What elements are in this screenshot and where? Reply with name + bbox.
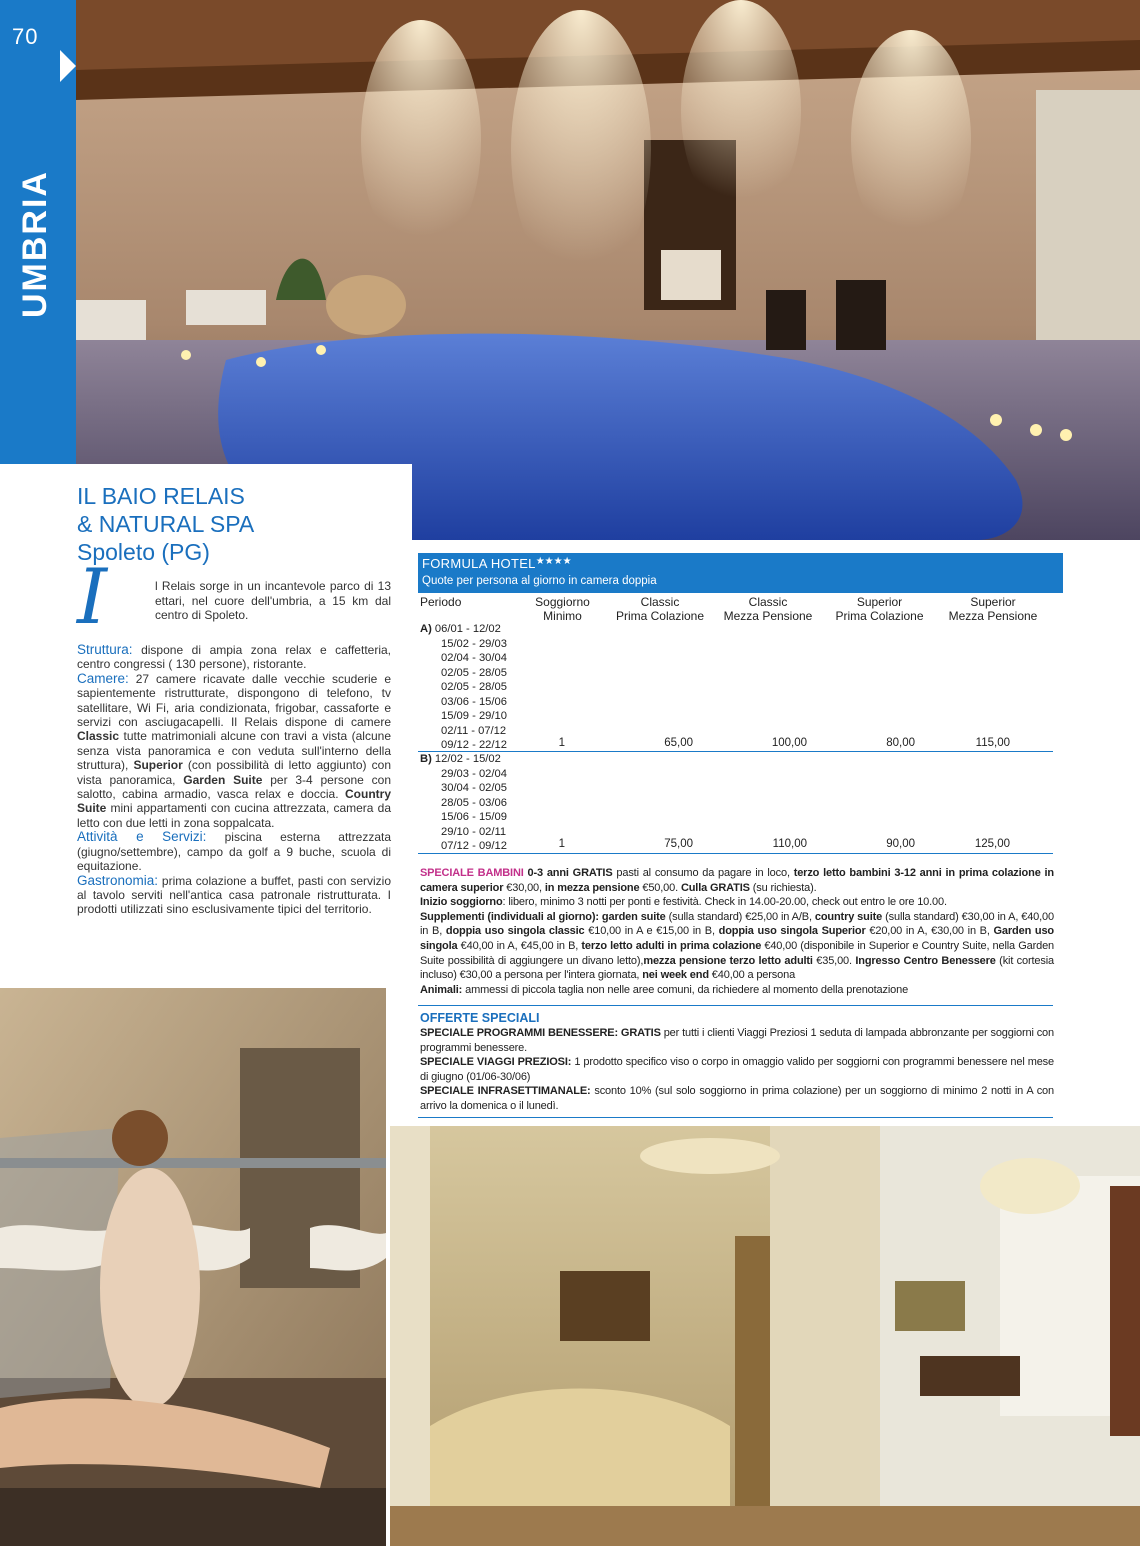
period-row <box>420 796 507 811</box>
period-row <box>420 781 507 796</box>
camere-heading: Camere: <box>77 670 129 686</box>
offer-bold: SPECIALE INFRASETTIMANALE: <box>420 1085 591 1098</box>
garden-label: Garden Suite <box>183 772 263 787</box>
formula-label: FORMULA HOTEL <box>422 556 536 571</box>
note-bold: country suite <box>814 910 883 923</box>
period-row <box>420 825 507 840</box>
gastronomia-text: prima colazione a buffet, pasti con servizio al tavolo serviti nell'antica casa patronale ristrutturata. I prodotti utilizzati sino esclusivamente tipici del territorio. <box>77 873 391 917</box>
note-text: (kit cortesia incluso) €30,00 a persona per l'intera giornata, <box>420 954 1054 982</box>
massage-photo <box>0 988 386 1546</box>
col-soggiorno-line1: Soggiorno <box>535 595 590 609</box>
camere-text: mini appartamenti con cucina attrezzata, camera da letto con due letti in zona soppalcata. <box>77 801 391 830</box>
note-text: €50,00. <box>639 881 681 894</box>
note-text: ammessi di piccola taglia non nelle aree comuni, da richiedere al momento della prenotazione <box>462 983 909 996</box>
min-stay: 1 <box>558 737 565 749</box>
price-classic-mp: 100,00 <box>771 737 807 749</box>
period-row <box>420 709 507 724</box>
gastronomia-paragraph <box>77 874 391 917</box>
period-row <box>420 637 507 652</box>
price-superior-pc: 80,00 <box>886 737 915 749</box>
price-superior-pc: 90,00 <box>886 838 915 850</box>
special-offers <box>420 1026 1054 1114</box>
col-soggiorno-line2: Minimo <box>543 608 582 623</box>
period-row <box>420 810 507 825</box>
col-superior-mp-line1: Superior <box>970 595 1016 609</box>
classic-label: Classic <box>77 729 120 744</box>
note-text: pasti al consumo da pagare in loco, <box>612 867 794 879</box>
col-superior-pc-line1: Superior <box>856 595 903 609</box>
note-bold: Inizio soggiorno <box>420 896 503 909</box>
col-classic-mp <box>713 596 823 623</box>
period-range: 12/02 - 15/02 <box>434 753 501 765</box>
col-classic-pc <box>605 596 715 623</box>
camere-text: 27 camere ricavate dalle vecchie scuderie e sapientemente ristrutturate, dispongono di telefono, tv satellitare, Wi Fi, aria condizionata, frigobar, cassaforte e servizi con asciugacapelli. Il Relais dispone di camere <box>77 671 391 730</box>
note-bold: terzo letto bambini 3-12 anni in prima colazione in camera superior <box>420 867 1054 894</box>
camere-text: (con possibilità di letto aggiunto) con vista panoramica, <box>77 758 391 787</box>
note-bold: mezza pensione terzo letto adulti <box>643 954 813 967</box>
note-text: €40,00 (disponibile in Superior e Country Suite, nella Garden Suite possibilità di aggiungere un divano letto), <box>420 939 1055 967</box>
col-periodo: Periodo <box>420 595 462 609</box>
period-row <box>420 752 507 767</box>
note-text: : libero, minimo 3 notti per ponti e festività. Check in 14.00-20.00, check out entro le ore 10.00. <box>502 896 947 909</box>
note-inizio <box>420 895 1054 910</box>
note-bold: Ingresso Centro Benessere <box>855 954 996 967</box>
period-range: 09/12 - 22/12 <box>441 739 507 751</box>
offer-bold: SPECIALE PROGRAMMI BENESSERE: GRATIS <box>420 1027 661 1039</box>
region-sidebar <box>0 0 76 464</box>
formula-title <box>422 556 572 571</box>
superior-label: Superior <box>133 758 183 773</box>
bambini-label: SPECIALE BAMBINI <box>420 867 524 879</box>
col-classic-mp-line1: Classic <box>748 595 788 609</box>
offer-viaggi-preziosi <box>420 1055 1054 1084</box>
col-classic-pc-line1: Classic <box>640 595 680 609</box>
bedroom-photo <box>390 1126 1140 1546</box>
note-text: €40,00 in A, €45,00 in B, <box>457 939 582 952</box>
camere-text: per 3-4 persone con salotto, cabina armadio, vasca relax e doccia. <box>77 772 391 802</box>
price-classic-pc: 65,00 <box>664 737 693 749</box>
attivita-text: piscina esterna attrezzata (giugno/settembre), campo da golf a 9 buche, scuola di equitazione. <box>77 830 391 874</box>
note-text: €35,00. <box>812 954 856 967</box>
attivita-heading: Attività e Servizi: <box>77 829 207 845</box>
min-stay: 1 <box>558 838 565 850</box>
note-bold: nei week end <box>642 969 709 982</box>
pool-photo <box>76 0 1140 540</box>
struttura-paragraph <box>77 643 391 672</box>
price-classic-mp: 110,00 <box>772 838 807 850</box>
note-text: €20,00 in A, €30,00 in B, <box>865 925 994 938</box>
booking-notes <box>420 866 1054 997</box>
intro-text: l Relais sorge in un incantevole parco di 13 ettari, nel cuore dell'umbria, a 15 km dal centro di Spoleto. <box>155 579 391 622</box>
note-text: (su richiesta). <box>749 881 817 894</box>
hotel-description <box>77 643 391 917</box>
period-range: 07/12 - 09/12 <box>441 840 507 852</box>
group-label: A) <box>420 623 432 635</box>
offer-bold: SPECIALE VIAGGI PREZIOSI: <box>420 1056 572 1069</box>
price-superior-mp: 115,00 <box>975 737 1010 749</box>
period-range: 15/09 - 29/10 <box>441 710 507 722</box>
note-text: €40,00 a persona <box>708 969 796 982</box>
group-label: B) <box>420 753 432 765</box>
col-superior-mp <box>937 596 1049 623</box>
col-superior-pc <box>822 596 937 623</box>
offer-text: sconto 10% (sul solo soggiorno in prima colazione) per un soggiorno di minimo 2 notti in A con arrivo la domenica o il lunedì. <box>420 1085 1054 1112</box>
struttura-text: dispone di ampia zona relax e caffetteria, centro congressi ( 130 persone), ristorante. <box>77 643 391 672</box>
gastronomia-heading: Gastronomia: <box>77 872 159 888</box>
price-table-header <box>418 553 1063 593</box>
attivita-paragraph <box>77 830 391 873</box>
note-bold: in mezza pensione <box>544 881 640 894</box>
offer-text: 1 prodotto specifico viso o corpo in omaggio valido per soggiorni con programmi benessere nel mese di giugno (01/06-30/06) <box>420 1056 1055 1083</box>
note-supplementi <box>420 910 1054 983</box>
period-range: 29/10 - 02/11 <box>441 825 507 838</box>
period-range: 02/05 - 28/05 <box>441 681 507 693</box>
dropcap: I <box>77 552 108 641</box>
col-classic-pc-line2: Prima Colazione <box>615 608 705 623</box>
period-range: 06/01 - 12/02 <box>434 623 501 635</box>
period-row <box>420 724 507 739</box>
note-bold: terzo letto adulti in prima colazione <box>581 939 762 952</box>
period-range: 29/03 - 02/04 <box>441 767 507 780</box>
period-range: 03/06 - 15/06 <box>441 695 507 708</box>
price-superior-mp: 125,00 <box>974 838 1010 850</box>
hotel-name-line1: IL BAIO RELAIS <box>77 483 245 509</box>
notes-rule <box>418 1005 1053 1006</box>
col-classic-mp-line2: Mezza Pensione <box>723 608 813 623</box>
offers-title: OFFERTE SPECIALI <box>420 1011 540 1025</box>
note-animali <box>420 983 1054 998</box>
period-range: 02/11 - 07/12 <box>441 724 507 737</box>
note-text: (sulla standard) €25,00 in A/B, <box>665 910 815 923</box>
note-bambini <box>420 866 1054 895</box>
star-rating-icon: ★★★★ <box>535 556 572 567</box>
period-range: 30/04 - 02/05 <box>441 782 507 794</box>
period-range: 15/06 - 15/09 <box>441 811 507 823</box>
period-range: 02/05 - 28/05 <box>441 666 507 679</box>
offer-benessere <box>420 1026 1054 1055</box>
table-rule <box>418 751 1053 752</box>
country-label: Country Suite <box>77 787 391 816</box>
note-bold: Culla GRATIS <box>680 881 750 894</box>
camere-paragraph <box>77 672 391 830</box>
col-superior-mp-line2: Mezza Pensione <box>948 608 1038 623</box>
note-bold: doppia uso singola Superior <box>718 925 866 938</box>
table-rule <box>418 853 1053 854</box>
note-bold: doppia uso singola classic <box>445 925 585 938</box>
period-row <box>420 680 507 695</box>
offer-text: per tutti i clienti Viaggi Preziosi 1 seduta di lampada abbronzante per soggiorni con programmi benessere. <box>420 1027 1054 1054</box>
page-number: 70 <box>12 24 39 49</box>
note-bold: Supplementi (individuali al giorno): garden suite <box>420 910 666 923</box>
struttura-heading: Struttura: <box>77 642 133 657</box>
hotel-location: Spoleto (PG) <box>77 539 210 565</box>
period-row <box>420 651 507 666</box>
note-text: (sulla standard) €30,00 in A, €40,00 in B, <box>420 910 1054 938</box>
period-row <box>420 767 507 782</box>
note-bold: 0-3 anni GRATIS <box>523 867 613 879</box>
col-superior-pc-line2: Prima Colazione <box>835 608 924 623</box>
period-range: 15/02 - 29/03 <box>441 637 507 650</box>
note-bold: Garden uso singola <box>420 925 1055 952</box>
price-classic-pc: 75,00 <box>664 838 693 850</box>
region-label: UMBRIA <box>16 170 54 318</box>
period-row <box>420 666 507 681</box>
formula-subtitle: Quote per persona al giorno in camera doppia <box>422 575 657 587</box>
hotel-name-line2: & NATURAL SPA <box>77 511 255 537</box>
note-text: €10,00 in A e €15,00 in B, <box>584 925 719 938</box>
camere-text: tutte matrimoniali alcune con travi a vista (alcune senza vista panoramica e con veduta sull'interno della struttura), <box>77 729 391 773</box>
period-range: 02/04 - 30/04 <box>441 652 507 664</box>
period-range: 28/05 - 03/06 <box>441 796 507 809</box>
note-text: €30,00, <box>503 881 545 894</box>
offers-rule <box>418 1117 1053 1118</box>
period-row <box>420 695 507 710</box>
sidebar-notch <box>60 50 76 82</box>
offer-infrasettimanale <box>420 1084 1054 1113</box>
note-bold: Animali: <box>420 983 463 996</box>
period-group-a <box>420 622 507 753</box>
period-row <box>420 622 507 637</box>
col-soggiorno <box>520 596 605 623</box>
